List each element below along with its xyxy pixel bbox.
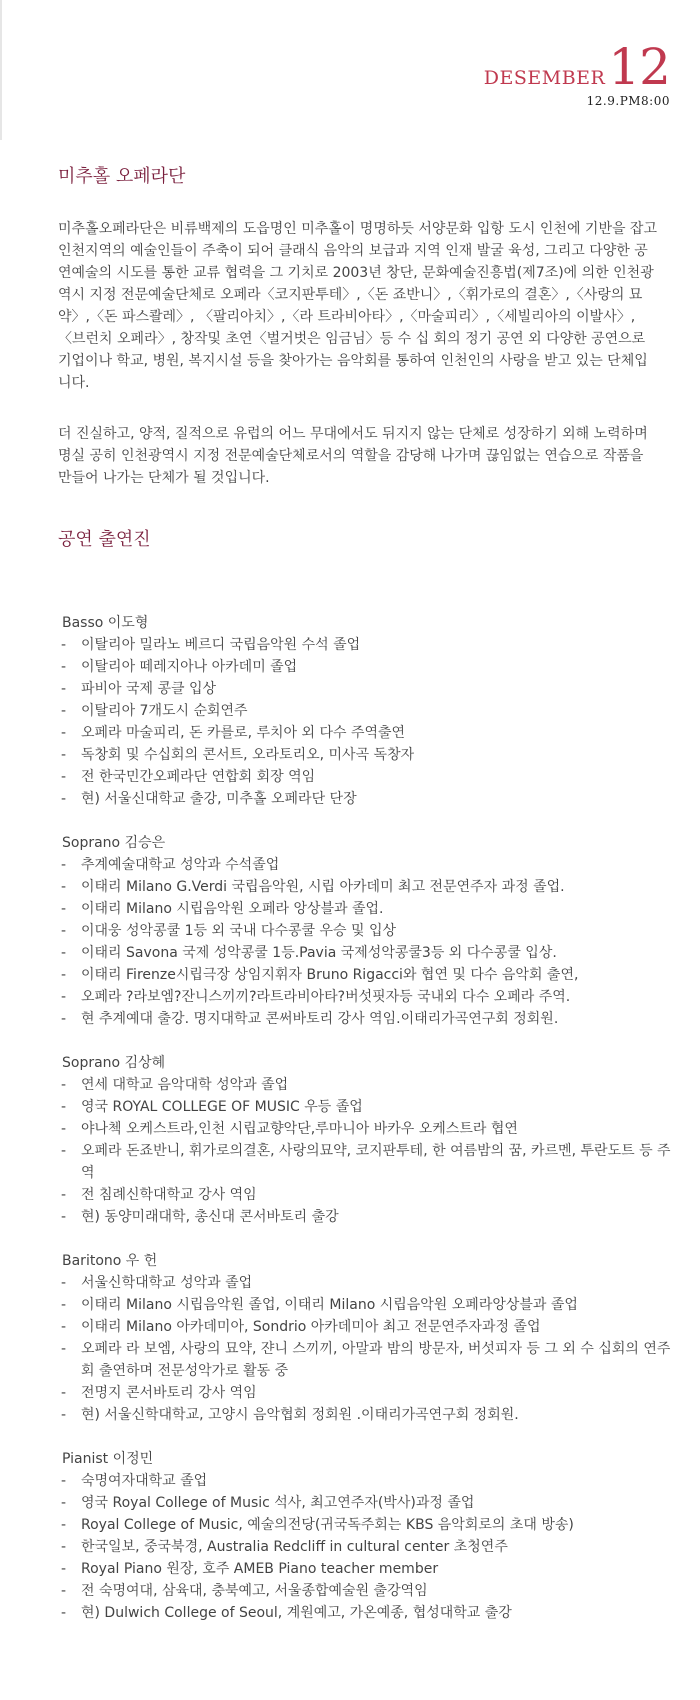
about-text: 미추홀오페라단은 비류백제의 도읍명인 미추홀이 명명하듯 서양문화 입항 도시 인천에 기반을 잡고 인천지역의 예술인들이 주축이 되어 클래식 음악의 보급과 지역 인재 발굴 육성, 그리고 다양한 공연예술의 시도를 통한 교류 협력을 그 기치로 2003년 창단, 문화예술진흥법(제7조)에 의한 인천광역시 지정 전문예술단체로 오페라〈코지판투테〉,〈돈 죠반니〉,〈휘가로의 결혼〉,〈사랑의 묘약〉,〈돈 파스콸레〉, 〈팔리아치〉,〈라 트라비아타〉,〈마술피리〉,〈세빌리아의 이발사〉, 〈브런치 오페라〉, 창작및 초연〈벌거벗은 임금님〉등 수 십 회의 정기 공연 외 다양한 공연으로 기업이나 학교, 병원, 복지시설 등을 찾아가는 음악회를 통하여 인천인의 사랑을 받고 있는 단체입니다.	[58, 221, 657, 391]
performer-block	[58, 1052, 678, 1228]
dash-bullet: -	[61, 1099, 67, 1115]
dash-bullet: -	[61, 1605, 67, 1621]
credit-item	[58, 1008, 678, 1030]
credit-text: 현) Dulwich College of Seoul, 계원예고, 가온예종, 협성대학교 출강	[81, 1605, 512, 1621]
dash-bullet: -	[61, 791, 67, 807]
dash-bullet: -	[61, 1517, 67, 1533]
dash-bullet: -	[61, 1011, 67, 1027]
credit-item	[58, 656, 678, 678]
date-month: DESEMBER	[483, 67, 606, 89]
performer-name: Baritono 우 헌	[62, 1253, 158, 1269]
credit-text: 이탈리아 7개도시 순회연주	[81, 703, 248, 719]
performer-block	[58, 1250, 678, 1426]
credit-item	[58, 1206, 678, 1228]
credit-text: 이탈리아 밀라노 베르디 국립음악원 수석 졸업	[81, 637, 361, 653]
performer-name: Pianist 이정민	[62, 1451, 154, 1467]
performer-block	[58, 832, 678, 1030]
credit-text: 숙명여자대학교 졸업	[81, 1473, 208, 1489]
performer-credits	[58, 854, 678, 1030]
dash-bullet: -	[61, 923, 67, 939]
credit-item	[58, 1338, 678, 1382]
dash-bullet: -	[61, 1341, 67, 1357]
dash-bullet: -	[61, 769, 67, 785]
credit-text: 현 추계예대 출강. 명지대학교 콘써바토리 강사 역임.이태리가곡연구회 정회원.	[81, 1011, 559, 1027]
credit-text: 이태리 Milano 아카데미아, Sondrio 아카데미아 최고 전문연주자과정 졸업	[81, 1319, 541, 1335]
credit-text: Royal College of Music, 예술의전당(귀국독주회는 KBS 음악회로의 초대 방송)	[81, 1517, 574, 1533]
dash-bullet: -	[61, 747, 67, 763]
credit-text: 전 침례신학대학교 강사 역임	[81, 1187, 257, 1203]
credit-item	[58, 766, 678, 788]
dash-bullet: -	[61, 857, 67, 873]
credit-item	[58, 898, 678, 920]
credit-item	[58, 1074, 678, 1096]
dash-bullet: -	[61, 1319, 67, 1335]
credit-text: 영국 ROYAL COLLEGE OF MUSIC 우등 졸업	[81, 1099, 363, 1115]
credit-text: 이태리 Milano 시립음악원 오페라 앙상블과 졸업.	[81, 901, 384, 917]
performer-block	[58, 1448, 678, 1624]
credit-text: 현) 서울신학대학교, 고양시 음악협회 정회원 .이태리가곡연구회 정회원.	[81, 1407, 519, 1423]
dash-bullet: -	[61, 967, 67, 983]
credit-text: 이탈리아 떼레지아나 아카데미 졸업	[81, 659, 298, 675]
credit-item	[58, 876, 678, 898]
credit-text: 현) 서울신대학교 출강, 미추홀 오페라단 단장	[81, 791, 357, 807]
credit-item	[58, 1470, 678, 1492]
credit-text: 전 한국민간오페라단 연합회 회장 역임	[81, 769, 316, 785]
credit-item	[58, 986, 678, 1008]
credit-item	[58, 1580, 678, 1602]
credit-text: Royal Piano 원장, 호주 AMEB Piano teacher member	[81, 1561, 439, 1577]
credit-item	[58, 700, 678, 722]
dash-bullet: -	[61, 1495, 67, 1511]
credit-item	[58, 744, 678, 766]
credit-text: 오페라 ?라보엠?잔니스끼끼?라트라비아타?버섯핏자등 국내외 다수 오페라 주역.	[81, 989, 571, 1005]
dash-bullet: -	[61, 1121, 67, 1137]
credit-item	[58, 1118, 678, 1140]
dash-bullet: -	[61, 1077, 67, 1093]
credit-text: 오페라 마술피리, 돈 카를로, 루치아 외 다수 주역출연	[81, 725, 406, 741]
credit-item	[58, 1404, 678, 1426]
about-text: 더 진실하고, 양적, 질적으로 유럽의 어느 무대에서도 뒤지지 않는 단체로 성장하기 외해 노력하며 명실 공히 인천광역시 지정 전문예술단체로서의 역할을 감당해 나가며 끊임없는 연습으로 작품을 만들어 나가는 단체가 될 것입니다.	[58, 426, 648, 486]
credit-text: 추계예술대학교 성악과 수석졸업	[81, 857, 280, 873]
credit-text: 이태리 Firenze시립극장 상임지휘자 Bruno Rigacci와 협연 및 다수 음악회 출연,	[81, 967, 579, 983]
credit-text: 이태리 Savona 국제 성악콩쿨 1등.Pavia 국제성악콩쿨3등 외 다수콩쿨 입상.	[81, 945, 557, 961]
credit-text: 영국 Royal College of Music 석사, 최고연주자(박사)과정 졸업	[81, 1495, 475, 1511]
credit-text: 이태리 Milano 시립음악원 졸업, 이태리 Milano 시립음악원 오페라앙상블과 졸업	[81, 1297, 578, 1313]
performer-credits	[58, 1272, 678, 1426]
credit-item	[58, 1558, 678, 1580]
dash-bullet: -	[61, 1297, 67, 1313]
credit-item	[58, 722, 678, 744]
performer-credits	[58, 1470, 678, 1624]
credit-text: 독창회 및 수십회의 콘서트, 오라토리오, 미사곡 독창자	[81, 747, 415, 763]
credit-item	[58, 788, 678, 810]
credit-item	[58, 1294, 678, 1316]
dash-bullet: -	[61, 1143, 67, 1159]
credit-item	[58, 1536, 678, 1558]
dash-bullet: -	[61, 1539, 67, 1555]
credit-item	[58, 1492, 678, 1514]
dash-bullet: -	[61, 659, 67, 675]
performer-name: Soprano 김승은	[62, 835, 166, 851]
credit-item	[58, 1272, 678, 1294]
date-heading	[483, 38, 670, 96]
dash-bullet: -	[61, 945, 67, 961]
credit-item	[58, 678, 678, 700]
date-day: 12	[608, 38, 670, 96]
credit-text: 연세 대학교 음악대학 성악과 졸업	[81, 1077, 289, 1093]
credit-item	[58, 1316, 678, 1338]
credit-text: 서울신학대학교 성악과 졸업	[81, 1275, 253, 1291]
dash-bullet: -	[61, 1187, 67, 1203]
dash-bullet: -	[61, 1407, 67, 1423]
about-paragraph-2	[58, 423, 658, 489]
dash-bullet: -	[61, 1209, 67, 1225]
credit-text: 전명지 콘서바토리 강사 역임	[81, 1385, 257, 1401]
performer-block	[58, 612, 678, 810]
dash-bullet: -	[61, 681, 67, 697]
credit-text: 전 숙명여대, 삼육대, 충북예고, 서울종합예술원 출강역임	[81, 1583, 428, 1599]
credit-item	[58, 1140, 678, 1184]
credit-text: 현) 동양미래대학, 총신대 콘서바토리 출강	[81, 1209, 339, 1225]
credit-text: 오페라 라 보엠, 사랑의 묘약, 쟌니 스끼끼, 아말과 밤의 방문자, 버섯피자 등 그 외 수 십회의 연주회 출연하며 전문성악가로 활동 중	[81, 1341, 671, 1379]
cast-title: 공연 출연진	[58, 529, 151, 550]
credit-text: 오페라 돈죠반니, 휘가로의결혼, 사랑의묘약, 코지판투테, 한 여름밤의 꿈, 카르멘, 투란도트 등 주역	[81, 1143, 671, 1181]
credit-text: 한국일보, 중국북경, Australia Redcliff in cultural center 초청연주	[81, 1539, 508, 1555]
dash-bullet: -	[61, 1275, 67, 1291]
about-paragraph-1	[58, 218, 658, 394]
left-divider	[0, 0, 2, 140]
dash-bullet: -	[61, 637, 67, 653]
dash-bullet: -	[61, 703, 67, 719]
credit-text: 파비아 국제 콩클 입상	[81, 681, 217, 697]
dash-bullet: -	[61, 1561, 67, 1577]
credit-item	[58, 920, 678, 942]
dash-bullet: -	[61, 989, 67, 1005]
performance-date	[483, 38, 670, 108]
credit-text: 야나첵 오케스트라,인천 시립교향악단,루마니아 바카우 오케스트라 협연	[81, 1121, 518, 1137]
credit-item	[58, 942, 678, 964]
about-title: 미추홀 오페라단	[58, 166, 186, 187]
performer-credits	[58, 634, 678, 810]
performer-name: Basso 이도형	[62, 615, 149, 631]
credit-item	[58, 1184, 678, 1206]
dash-bullet: -	[61, 1385, 67, 1401]
credit-item	[58, 1514, 678, 1536]
dash-bullet: -	[61, 1583, 67, 1599]
credit-text: 이대웅 성악콩쿨 1등 외 국내 다수콩쿨 우승 및 입상	[81, 923, 396, 939]
credit-item	[58, 634, 678, 656]
performer-credits	[58, 1074, 678, 1228]
date-time: 12.9.PM8:00	[586, 94, 670, 108]
credit-item	[58, 1096, 678, 1118]
dash-bullet: -	[61, 725, 67, 741]
performer-list	[58, 612, 678, 1646]
credit-item	[58, 1602, 678, 1624]
credit-item	[58, 1382, 678, 1404]
credit-item	[58, 964, 678, 986]
credit-text: 이태리 Milano G.Verdi 국립음악원, 시립 아카데미 최고 전문연주자 과정 졸업.	[81, 879, 565, 895]
dash-bullet: -	[61, 1473, 67, 1489]
dash-bullet: -	[61, 901, 67, 917]
credit-item	[58, 854, 678, 876]
performer-name: Soprano 김상혜	[62, 1055, 166, 1071]
dash-bullet: -	[61, 879, 67, 895]
